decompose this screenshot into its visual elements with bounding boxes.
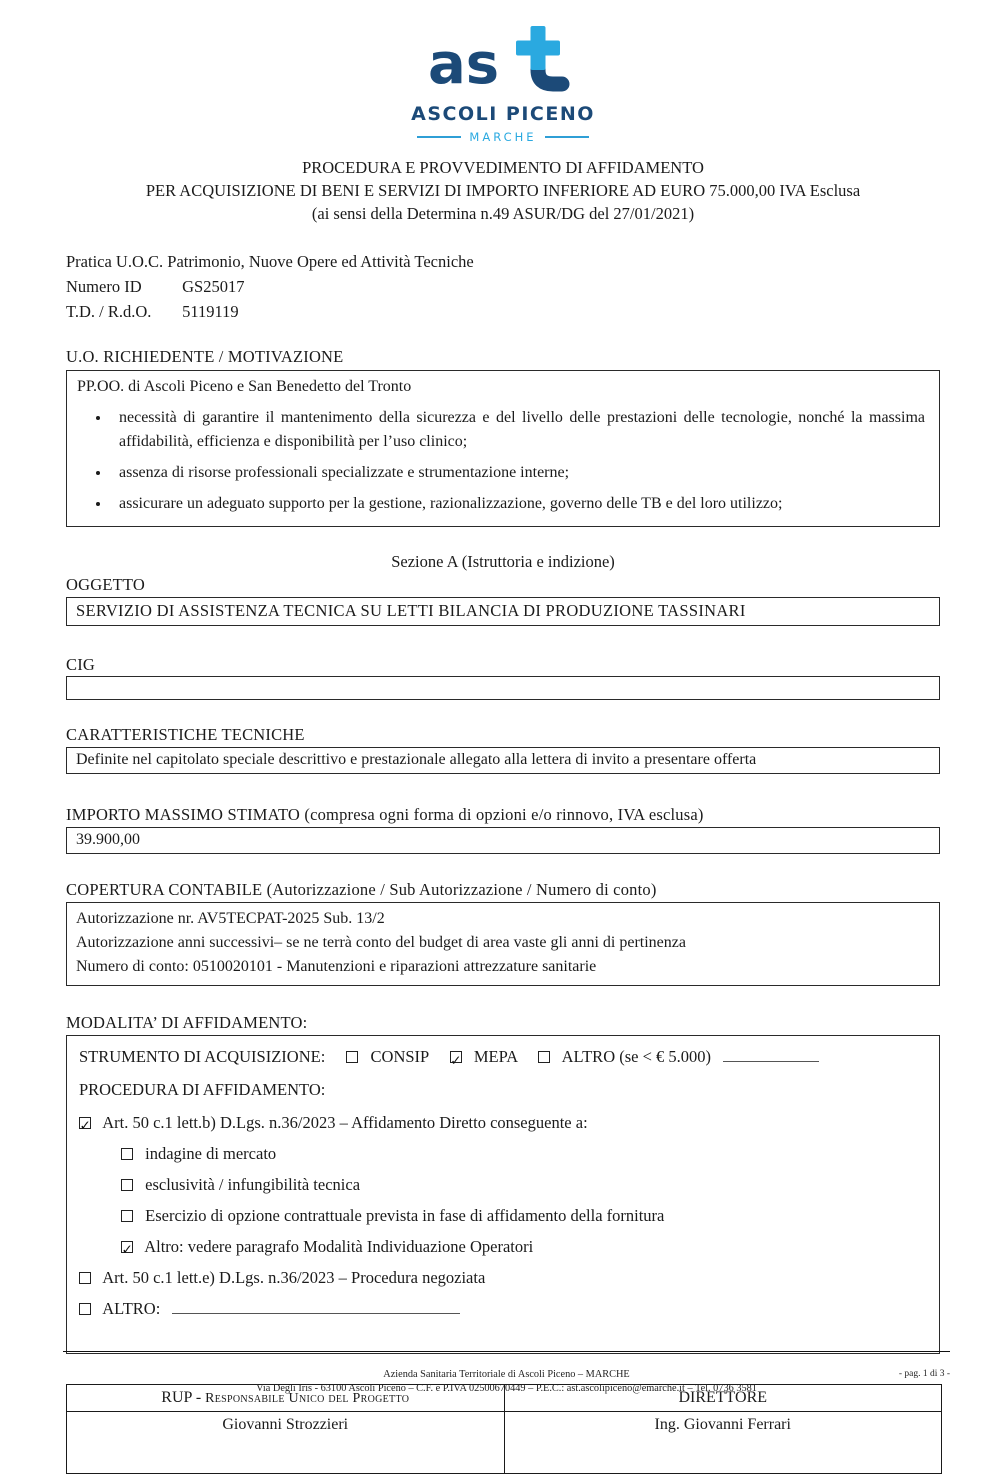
title-line-3: (ai sensi della Determina n.49 ASUR/DG del 27/01/2021) [311, 204, 695, 223]
page-footer [63, 1351, 950, 1396]
svg-text:as: as [428, 32, 500, 97]
sezione-a-heading: Sezione A (Istruttoria e indizione) [391, 552, 615, 571]
consip-checkbox-icon [346, 1051, 358, 1063]
title-line-1: PROCEDURA E PROVVEDIMENTO DI AFFIDAMENTO [302, 158, 704, 177]
option-mepa [450, 1047, 522, 1066]
copertura-line: Autorizzazione anni successivi– se ne terrà conto del budget di area vaste gli anni di pertinenza [76, 934, 686, 951]
page-number: - pag. 1 di 3 - [898, 1369, 950, 1379]
pratica-uoc: Pratica U.O.C. Patrimonio, Nuove Opere ed Attività Tecniche [66, 252, 474, 271]
footer-rule [63, 1351, 950, 1352]
mepa-checkbox-icon [450, 1051, 462, 1063]
richiedente-heading: U.O. RICHIEDENTE / MOTIVAZIONE [66, 347, 344, 366]
richiedente-bullet: • necessità di garantire il mantenimento della sicurezza e del livello delle prestazioni delle tecnologie, nonché la massima affidabilità, efficienza e disponibilità per l’uso clinico; [111, 406, 927, 454]
signatures-table [66, 1384, 942, 1474]
richiedente-intro: PP.OO. di Ascoli Piceno e San Benedetto del Tronto [77, 378, 412, 395]
direttore-name-cell: Ing. Giovanni Ferrari [504, 1412, 942, 1474]
importo-label: IMPORTO MASSIMO STIMATO (compresa ogni forma di opzioni e/o rinnovo, IVA esclusa) [66, 805, 704, 824]
option-consip [346, 1047, 432, 1066]
procedura-item-altro [79, 1296, 925, 1321]
caratteristiche-label: CARATTERISTICHE TECNICHE [66, 725, 305, 744]
footer-contact-line: Via Degli Iris - 63100 Ascoli Piceno – C.F. e P.IVA 02500670449 – P.E.C.: ast.ascolipiceno@emarche.it – Tel. 0736 3581 [256, 1383, 757, 1394]
modalita-heading: MODALITA’ DI AFFIDAMENTO: [66, 1013, 308, 1032]
procedura-item-esclusivita [121, 1172, 925, 1197]
richiedente-bullet-list [111, 406, 927, 516]
indagine-checkbox-icon [121, 1148, 133, 1160]
cig-value-box [66, 676, 940, 700]
altro-strumento-checkbox-icon [538, 1051, 550, 1063]
caratteristiche-value-box: Definite nel capitolato speciale descrittivo e prestazionale allegato alla lettera di invito a presentare offerta [66, 747, 940, 774]
copertura-line: Autorizzazione nr. AV5TECPAT-2025 Sub. 13/2 [76, 910, 385, 927]
indagine-label: indagine di mercato [145, 1144, 277, 1163]
footer-org-line: Azienda Sanitaria Territoriale di Ascoli Piceno – MARCHE [383, 1369, 630, 1380]
art50b-checkbox-icon [79, 1117, 91, 1129]
rup-title: RUP - [161, 1389, 202, 1406]
oggetto-label: OGGETTO [66, 575, 146, 594]
footer-address [63, 1368, 950, 1396]
richiedente-box [66, 370, 940, 527]
signatures-name-row [67, 1412, 942, 1474]
document-title [66, 156, 940, 225]
td-rdo-label: T.D. / R.d.O. [66, 302, 152, 321]
altro-sub-label: Altro: vedere paragrafo Modalità Individuazione Operatori [144, 1237, 534, 1256]
numero-id-value: GS25017 [182, 277, 245, 296]
consip-label: CONSIP [370, 1047, 429, 1066]
altro-strumento-blank-line [723, 1048, 819, 1062]
rup-name-cell: Giovanni Strozzieri [67, 1412, 505, 1474]
copertura-label: COPERTURA CONTABILE (Autorizzazione / Sub Autorizzazione / Numero di conto) [66, 880, 657, 899]
copertura-box [66, 902, 940, 986]
altro-strumento-label: ALTRO (se < € 5.000) [561, 1047, 712, 1066]
title-line-2: PER ACQUISIZIONE DI BENI E SERVIZI DI IMPORTO INFERIORE AD EURO 75.000,00 IVA Esclusa [145, 181, 861, 200]
option-altro-strumento [538, 1047, 819, 1066]
ast-wordmark-icon [428, 26, 578, 96]
esclusivita-label: esclusività / infungibilità tecnica [145, 1175, 361, 1194]
procedura-item-art50b [79, 1110, 925, 1135]
ast-logo [66, 26, 940, 144]
art50b-label: Art. 50 c.1 lett.b) D.Lgs. n.36/2023 – Affidamento Diretto conseguente a: [102, 1113, 588, 1132]
copertura-line: Numero di conto: 0510020101 - Manutenzioni e riparazioni attrezzature sanitarie [76, 958, 597, 975]
logo-region-row [66, 130, 940, 144]
richiedente-bullet: • assicurare un adeguato supporto per la gestione, razionalizzazione, governo delle TB e del loro utilizzo; [111, 492, 927, 516]
art50e-label: Art. 50 c.1 lett.e) D.Lgs. n.36/2023 – Procedura negoziata [102, 1268, 486, 1287]
altro-label: ALTRO: [102, 1299, 161, 1318]
altro-checkbox-icon [79, 1303, 91, 1315]
mepa-label: MEPA [473, 1047, 518, 1066]
cig-label: CIG [66, 655, 96, 674]
logo-region-name: MARCHE [469, 130, 537, 144]
logo-org-name: ASCOLI PICENO [411, 103, 595, 125]
direttore-header-cell: DIRETTORE [504, 1385, 942, 1412]
esercizio-checkbox-icon [121, 1210, 133, 1222]
numero-id-label: Numero ID [66, 277, 142, 296]
importo-value-box: 39.900,00 [66, 827, 940, 854]
altro-blank-line [172, 1300, 460, 1314]
procedura-item-art50e [79, 1265, 925, 1290]
procedura-item-altro-sub [121, 1234, 925, 1259]
pratica-info [66, 249, 940, 324]
numero-id-row [66, 274, 940, 299]
procedura-label: PROCEDURA DI AFFIDAMENTO: [79, 1080, 326, 1099]
region-rule-right [545, 136, 589, 138]
td-rdo-row [66, 299, 940, 324]
rup-subtitle: Responsabile Unico del Progetto [205, 1391, 410, 1406]
strumento-label: STRUMENTO DI ACQUISIZIONE: [79, 1047, 326, 1066]
art50e-checkbox-icon [79, 1272, 91, 1284]
modalita-box [66, 1035, 940, 1354]
esclusivita-checkbox-icon [121, 1179, 133, 1191]
procedura-item-indagine [121, 1141, 925, 1166]
altro-sub-checkbox-icon [121, 1241, 133, 1253]
strumento-acquisizione-row [79, 1044, 925, 1070]
richiedente-bullet: • assenza di risorse professionali specializzate e strumentazione interne; [111, 461, 927, 485]
esercizio-label: Esercizio di opzione contrattuale prevista in fase di affidamento della fornitura [145, 1206, 665, 1225]
oggetto-value-box: SERVIZIO DI ASSISTENZA TECNICA SU LETTI BILANCIA DI PRODUZIONE TASSINARI [66, 597, 940, 626]
region-rule-left [417, 136, 461, 138]
td-rdo-value: 5119119 [182, 302, 239, 321]
procedura-item-esercizio [121, 1203, 925, 1228]
